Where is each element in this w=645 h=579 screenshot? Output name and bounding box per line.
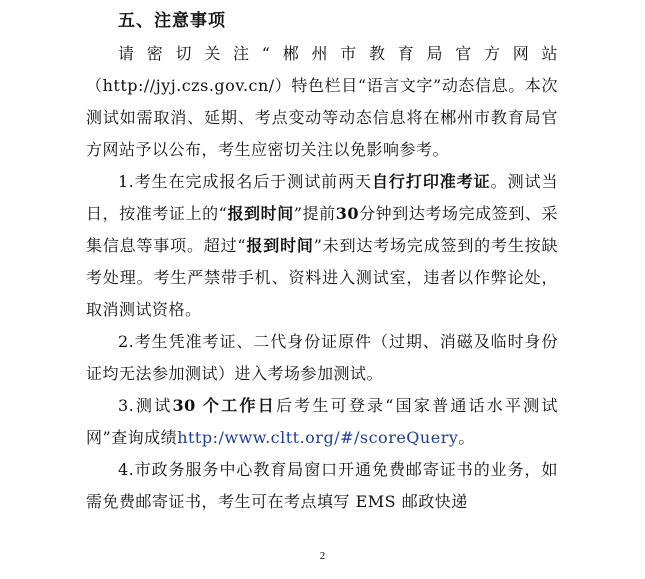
intro-paragraph [86,38,558,166]
item-1-text: 。测试当日，按准考证上的“ [86,172,558,223]
item-3-paragraph [86,390,558,454]
page-number: 2 [319,550,326,562]
item-1-bold-report-time: 报到时间 [227,204,294,223]
item-3-bold-days: 30 [172,396,196,415]
section-title: 五、注意事项 [118,11,226,31]
item-1-paragraph [86,166,558,326]
intro-url: http://jyj.czs.gov.cn/ [102,76,275,95]
item-1-bold-minutes: 30 [335,204,359,223]
item-1-text: ”未到达考场完成签到的考生按缺考处理。考生严禁带手机、资料进入测试室，违者以作弊论处，取消测试资格。 [86,236,558,319]
item-1-bold-print-ticket: 自行打印准考证 [371,172,491,191]
item-3-bold-workdays: 个工作日 [203,396,276,415]
intro-text-after: ）特色栏目“语言文字”动态信息。本次测试如需取消、延期、考点变动等动态信息将在郴州市教育局官方网站予以公布，考生应密切关注以免影响参考。 [86,76,558,159]
item-1-bold-report-time: 报到时间 [246,236,314,255]
item-4-paragraph: 4.市政务服务中心教育局窗口开通免费邮寄证书的业务，如需免费邮寄证书，考生可在考点填写 EMS 邮政快递 [86,460,558,511]
item-1-text: 分钟到达考场完成签到、采集信息等事项。超过“ [86,204,558,255]
item-2-paragraph: 2.考生凭准考证、二代身份证原件（过期、消磁及临时身份证均无法参加测试）进入考场参加测试。 [86,332,558,383]
item-3-text: 。 [458,428,475,447]
body-text [86,38,558,518]
item-1-text: ”提前 [293,204,336,223]
item-3-text: 后考生可登录“国家普通话水平测试网”查询成绩 [86,396,558,447]
intro-text-before: 请密切关注“郴州市教育局官方网站（ [86,44,558,95]
item-1-text: 1.考生在完成报名后于测试前两天 [118,172,372,191]
item-3-text: 3.测试 [118,396,173,415]
score-query-link[interactable]: http:/www.cltt.org/#/scoreQuery [177,428,459,447]
